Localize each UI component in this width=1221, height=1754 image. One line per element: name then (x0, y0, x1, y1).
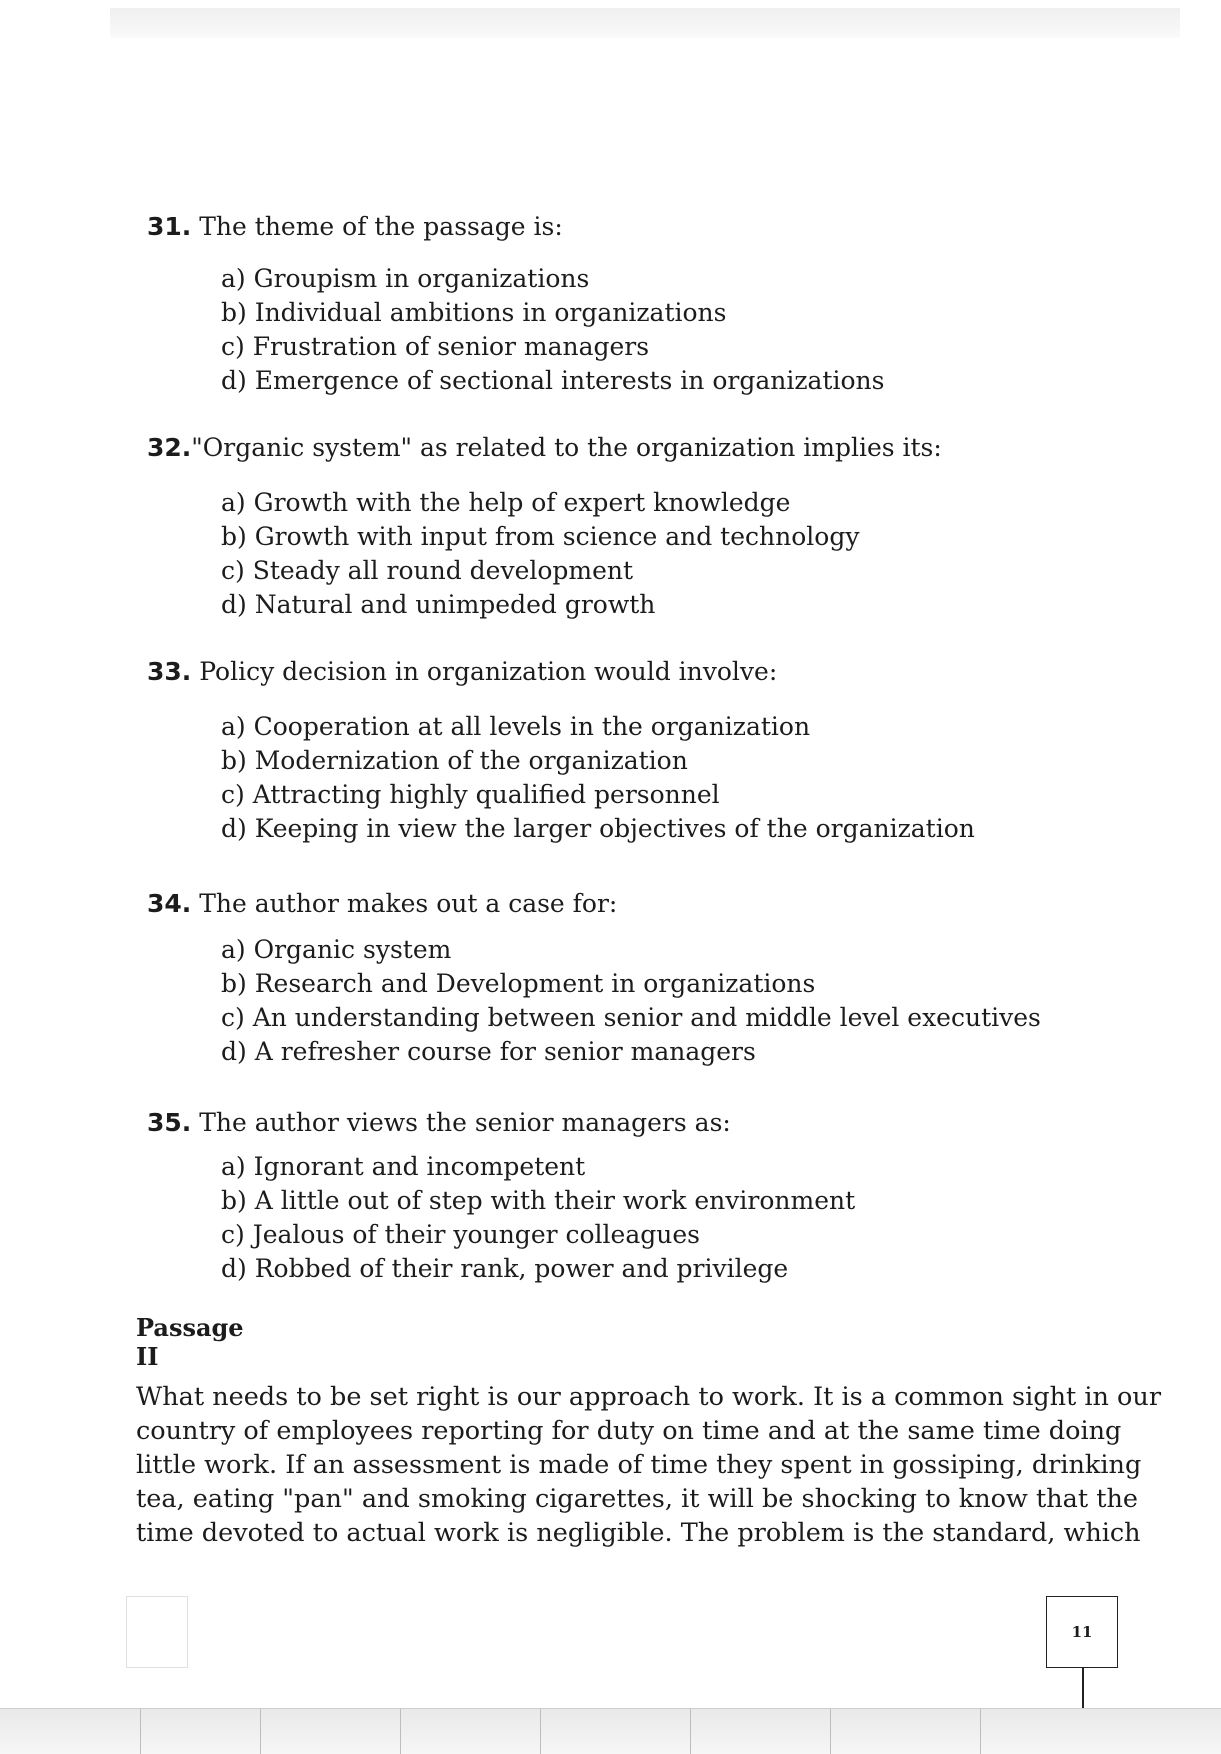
question-stem: "Organic system" as related to the organization implies its: (191, 433, 942, 462)
option-d: d) Keeping in view the larger objectives of the organization (221, 814, 975, 843)
option-a: a) Ignorant and incompetent (221, 1152, 586, 1181)
options-32 (221, 486, 859, 622)
page-number: 11 (1071, 1623, 1093, 1641)
options-34 (221, 933, 1041, 1069)
option-b: b) Growth with input from science and technology (221, 522, 860, 551)
page-number-box (1046, 1596, 1118, 1668)
option-b: b) Modernization of the organization (221, 746, 688, 775)
passage-line: little work. If an assessment is made of time they spent in gossiping, drinking (136, 1450, 1142, 1480)
passage-heading: Passage II (136, 1313, 244, 1371)
edge-mark (140, 1709, 141, 1754)
passage-line: What needs to be set right is our approach to work. It is a common sight in our (136, 1382, 1162, 1412)
question-number: 35. (147, 1108, 192, 1137)
question-stem: Policy decision in organization would involve: (199, 657, 778, 686)
question-34 (147, 887, 617, 921)
edge-mark (260, 1709, 261, 1754)
option-c: c) Attracting highly qualified personnel (221, 780, 720, 809)
bleed-through-text (560, 215, 1120, 248)
option-d: d) Emergence of sectional interests in organizations (221, 366, 885, 395)
bleed-through-page-box (126, 1596, 188, 1668)
question-35 (147, 1106, 731, 1140)
edge-mark (690, 1709, 691, 1754)
options-31 (221, 262, 884, 398)
edge-mark (830, 1709, 831, 1754)
options-35 (221, 1150, 855, 1286)
passage-line: tea, eating "pan" and smoking cigarettes, it will be shocking to know that the (136, 1484, 1138, 1514)
question-33 (147, 655, 777, 689)
question-number: 34. (147, 889, 192, 918)
option-a: a) Organic system (221, 935, 452, 964)
passage-line: time devoted to actual work is negligible. The problem is the standard, which (136, 1518, 1141, 1548)
page-number-stem (1082, 1668, 1084, 1708)
scan-bottom-edge (0, 1708, 1221, 1754)
question-stem: The theme of the passage is: (199, 212, 563, 241)
passage-body (136, 1380, 1162, 1550)
question-31 (147, 210, 563, 244)
edge-mark (980, 1709, 981, 1754)
question-number: 33. (147, 657, 192, 686)
question-number: 32. (147, 433, 192, 462)
option-c: c) Frustration of senior managers (221, 332, 650, 361)
option-c: c) An understanding between senior and middle level executives (221, 1003, 1041, 1032)
scan-top-edge (110, 8, 1180, 38)
option-d: d) Robbed of their rank, power and privilege (221, 1254, 789, 1283)
options-33 (221, 710, 975, 846)
question-32 (147, 431, 942, 465)
option-c: c) Steady all round development (221, 556, 634, 585)
option-a: a) Cooperation at all levels in the organization (221, 712, 811, 741)
passage-line: country of employees reporting for duty on time and at the same time doing (136, 1416, 1122, 1446)
option-b: b) A little out of step with their work environment (221, 1186, 856, 1215)
option-c: c) Jealous of their younger colleagues (221, 1220, 700, 1249)
option-d: d) Natural and unimpeded growth (221, 590, 656, 619)
option-b: b) Research and Development in organizations (221, 969, 816, 998)
edge-mark (540, 1709, 541, 1754)
option-b: b) Individual ambitions in organizations (221, 298, 727, 327)
option-d: d) A refresher course for senior managers (221, 1037, 756, 1066)
option-a: a) Groupism in organizations (221, 264, 590, 293)
option-a: a) Growth with the help of expert knowledge (221, 488, 791, 517)
edge-mark (400, 1709, 401, 1754)
question-number: 31. (147, 212, 192, 241)
question-stem: The author makes out a case for: (199, 889, 618, 918)
question-stem: The author views the senior managers as: (199, 1108, 731, 1137)
